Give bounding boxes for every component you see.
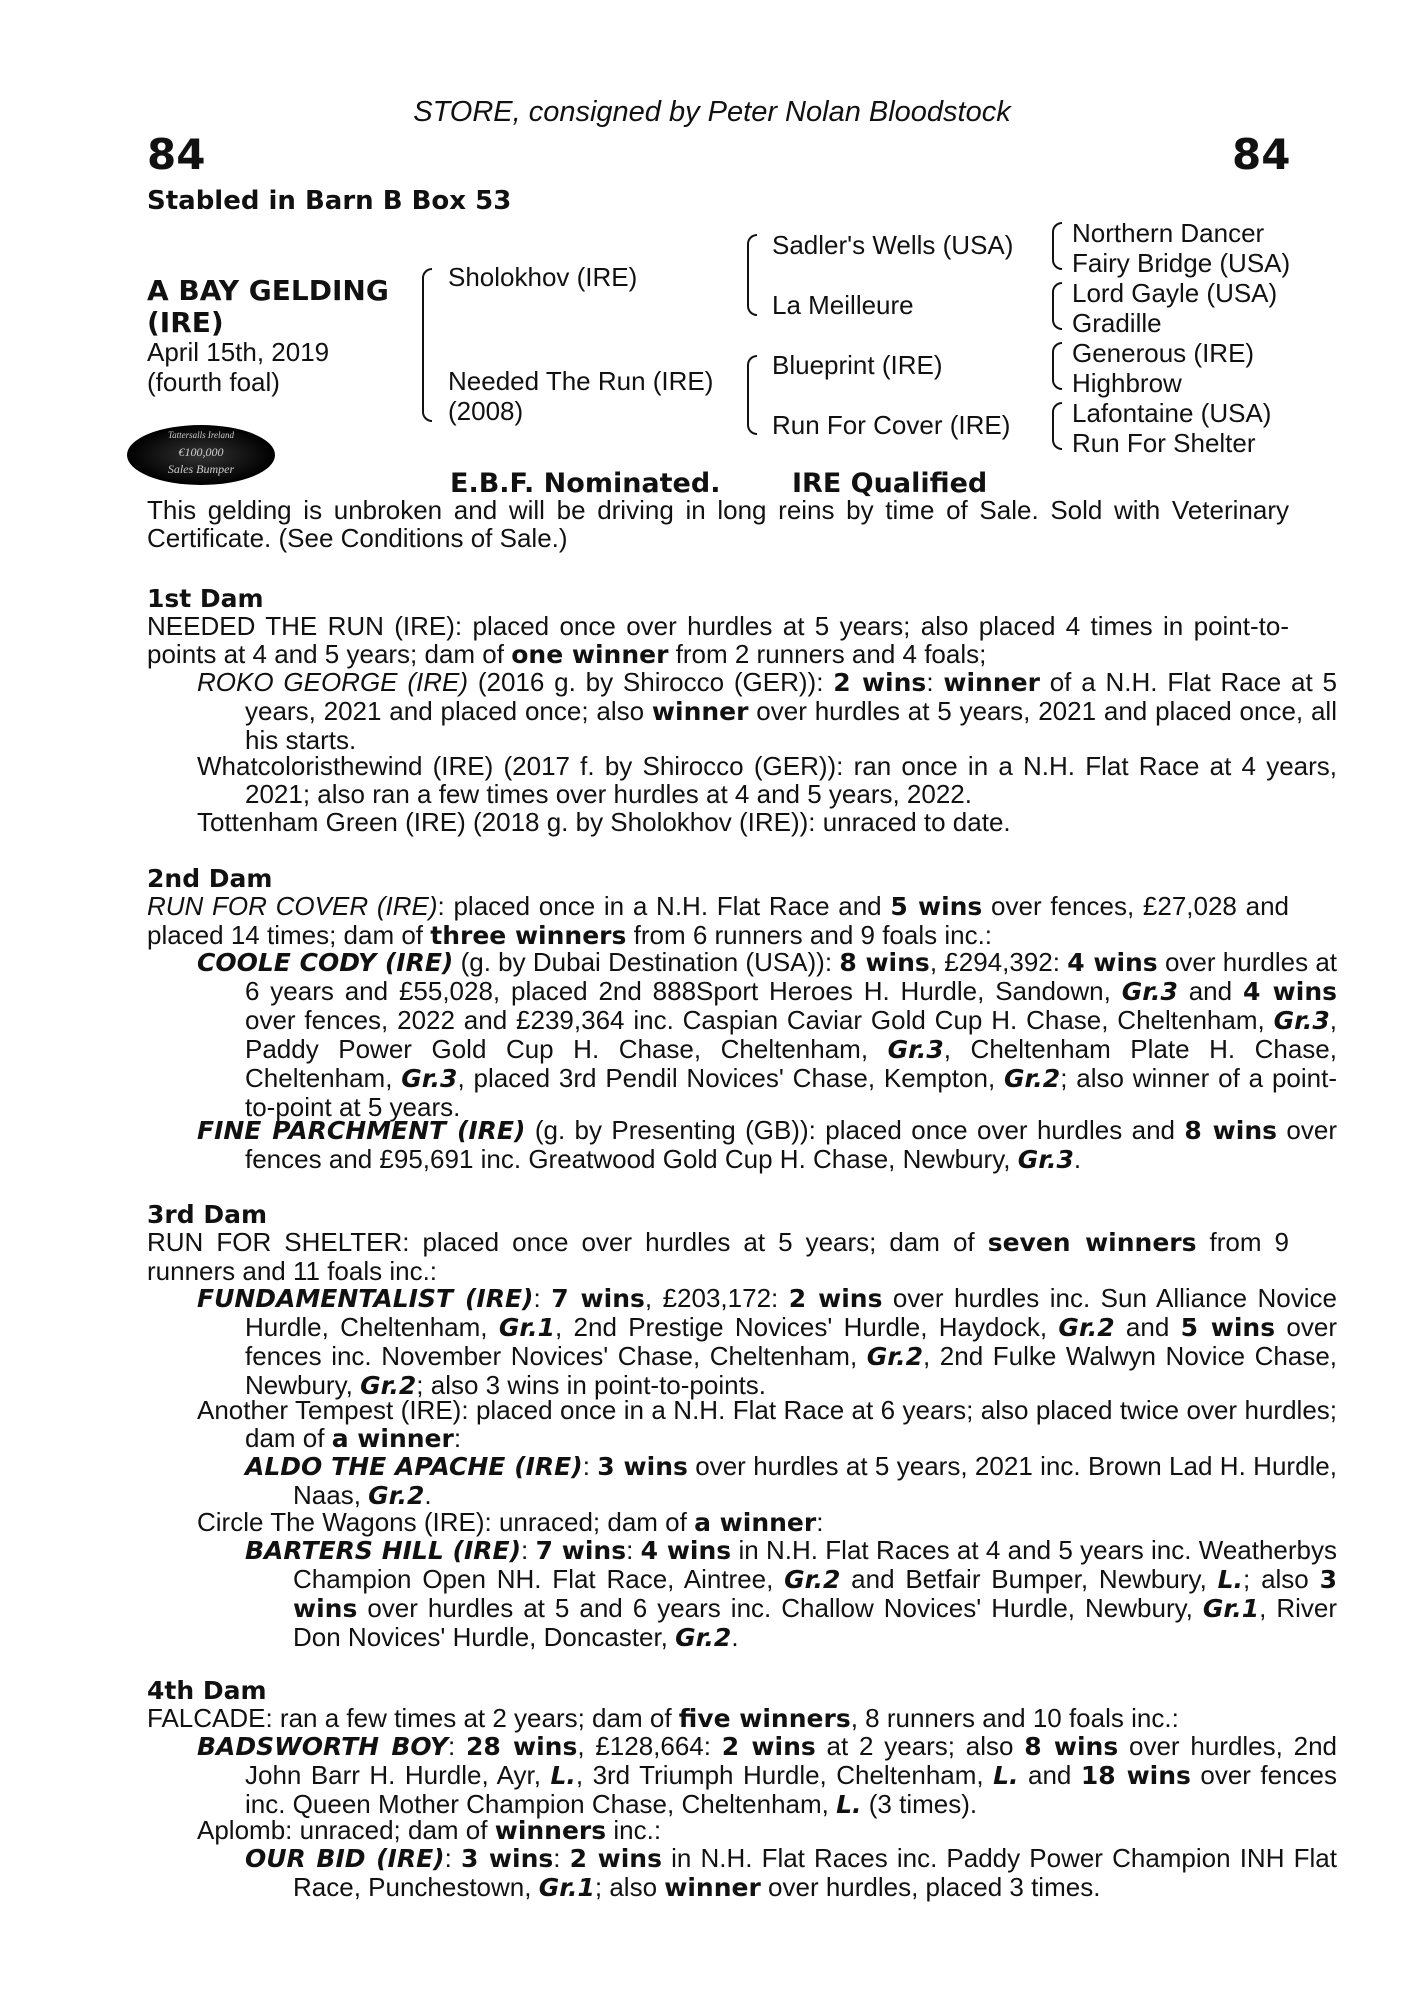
pedigree-g3-5: Generous (IRE) [1072,338,1255,368]
second-dam-heading: 2nd Dam [147,864,273,893]
fourth-dam-summary: FALCADE: ran a few times at 2 years; dam of five winners, 8 runners and 10 foals inc.: [147,1703,1179,1733]
pedigree-dam: Needed The Run (IRE) [448,366,714,396]
sale-notes: This gelding is unbroken and will be driving in long reins by time of Sale. Sold with Veterinary Certificate. (See Conditions of Sale.) [147,495,1289,553]
pedigree-sire-dam: La Meilleure [772,290,914,320]
fourth-dam-offspring-badsworth-boy: BADSWORTH BOY: 28 wins, £128,664: 2 wins at 2 years; also 8 wins over hurdles, 2nd John Barr H. Hurdle, Ayr, L., 3rd Triumph Hurdle, Cheltenham, L. and 18 wins over fences inc. Queen Mother Champion Chase, Cheltenham, L. (3 times). [197,1731,1338,1819]
third-dam-summary: RUN FOR SHELTER: placed once over hurdles at 5 years; dam of seven winners from 9 runners and 11 foals inc.: [147,1227,1289,1286]
first-dam-heading: 1st Dam [147,584,264,613]
lot-number-left: 84 [147,130,206,179]
fourth-dam-heading: 4th Dam [147,1676,267,1705]
second-dam-offspring-fine-parchment: FINE PARCHMENT (IRE) (g. by Presenting (GB)): placed once over hurdles and 8 wins over fences and £95,691 inc. Greatwood Gold Cup H. Chase, Newbury, Gr.3. [197,1115,1337,1174]
pedigree-g3-2: Fairy Bridge (USA) [1072,248,1291,278]
pedigree-g3-1: Northern Dancer [1072,218,1265,248]
fourth-dam-offspring-aplomb: Aplomb: unraced; dam of winners inc.: [197,1815,662,1845]
stabled-location: Stabled in Barn B Box 53 [147,186,512,216]
ebf-nominated: E.B.F. Nominated. [450,468,721,499]
lot-number-right: 84 [1232,130,1291,179]
sales-bumper-badge: Tattersalls Ireland €100,000 Sales Bumper [127,425,275,485]
consignor-line: STORE, consigned by Peter Nolan Bloodstock [413,96,1011,128]
horse-name: A BAY GELDING (IRE) [147,274,389,339]
pedigree-dam-sire: Blueprint (IRE) [772,350,943,380]
pedigree-sire: Sholokhov (IRE) [448,262,638,292]
pedigree-brace-g3-1 [1052,222,1062,270]
foaling-date: April 15th, 2019 [147,337,330,367]
pedigree-g3-8: Run For Shelter [1072,428,1256,458]
third-dam-offspring-fundamentalist: FUNDAMENTALIST (IRE): 7 wins, £203,172: 2 wins over hurdles inc. Sun Alliance Novice Hurdle, Cheltenham, Gr.1, 2nd Prestige Novices' Hurdle, Haydock, Gr.2 and 5 wins over fences inc. November Novices' Chase, Cheltenham, Gr.2, 2nd Fulke Walwyn Novice Chase, Newbury, Gr.2; also 3 wins in point-to-points. [197,1283,1338,1400]
pedigree-g3-3: Lord Gayle (USA) [1072,278,1278,308]
pedigree-g3-6: Highbrow [1072,368,1182,398]
fourth-dam-grandoffspring-our-bid: OUR BID (IRE): 3 wins: 2 wins in N.H. Flat Races inc. Paddy Power Champion INH Flat Race, Punchestown, Gr.1; also winner over hurdles, placed 3 times. [245,1843,1337,1902]
third-dam-grandoffspring-aldo: ALDO THE APACHE (IRE): 3 wins over hurdles at 5 years, 2021 inc. Brown Lad H. Hurdle, Naas, Gr.2. [245,1451,1337,1510]
pedigree-brace-dam [747,355,757,435]
first-dam-offspring-1: ROKO GEORGE (IRE) (2016 g. by Shirocco (GER)): 2 wins: winner of a N.H. Flat Race at 5 years, 2021 and placed once; also winner over hurdles at 5 years, 2021 and placed once, all his starts. [197,667,1337,755]
pedigree-g3-4: Gradille [1072,308,1162,338]
second-dam-summary: RUN FOR COVER (IRE): placed once in a N.H. Flat Race and 5 wins over fences, £27,028 and placed 14 times; dam of three winners from 6 runners and 9 foals inc.: [147,891,1289,950]
pedigree-brace-g3-3 [1052,342,1062,390]
third-dam-offspring-another-tempest: Another Tempest (IRE): placed once in a N.H. Flat Race at 6 years; also placed twice over hurdles; dam of a winner: [197,1395,1337,1453]
first-dam-offspring-3: Tottenham Green (IRE) (2018 g. by Sholokhov (IRE)): unraced to date. [197,807,1011,837]
second-dam-offspring-coole-cody: COOLE CODY (IRE) (g. by Dubai Destination (USA)): 8 wins, £294,392: 4 wins over hurdles at 6 years and £55,028, placed 2nd 888Sport Heroes H. Hurdle, Sandown, Gr.3 and 4 wins over fences, 2022 and £239,364 inc. Caspian Caviar Gold Cup H. Chase, Cheltenham, Gr.3, Paddy Power Gold Cup H. Chase, Cheltenham, Gr.3, Cheltenham Plate H. Chase, Cheltenham, Gr.3, placed 3rd Pendil Novices' Chase, Kempton, Gr.2; also winner of a point-to-point at 5 years. [197,947,1338,1122]
ire-qualified: IRE Qualified [792,468,988,499]
foal-order: (fourth foal) [147,367,280,397]
third-dam-grandoffspring-barters-hill: BARTERS HILL (IRE): 7 wins: 4 wins in N.H. Flat Races at 4 and 5 years inc. Weatherbys Champion Open NH. Flat Race, Aintree, Gr.2 and Betfair Bumper, Newbury, L.; also 3 wins over hurdles at 5 and 6 years inc. Challow Novices' Hurdle, Newbury, Gr.1, River Don Novices' Hurdle, Doncaster, Gr.2. [245,1535,1337,1652]
first-dam-summary: NEEDED THE RUN (IRE): placed once over hurdles at 5 years; also placed 4 times in point-to-points at 4 and 5 years; dam of one winner from 2 runners and 4 foals; [147,611,1289,669]
pedigree-g3-7: Lafontaine (USA) [1072,398,1272,428]
pedigree-brace-gen1 [422,268,432,422]
third-dam-heading: 3rd Dam [147,1200,267,1229]
pedigree-dam-dam: Run For Cover (IRE) [772,410,1011,440]
pedigree-brace-sire [747,234,757,316]
pedigree-brace-g3-4 [1052,402,1062,450]
pedigree-brace-g3-2 [1052,282,1062,330]
third-dam-offspring-circle-the-wagons: Circle The Wagons (IRE): unraced; dam of a winner: [197,1507,824,1537]
pedigree-dam-year: (2008) [448,396,524,426]
first-dam-offspring-2: Whatcoloristhewind (IRE) (2017 f. by Shirocco (GER)): ran once in a N.H. Flat Race at 4 years, 2021; also ran a few times over hurdles at 4 and 5 years, 2022. [197,751,1337,809]
pedigree-sire-sire: Sadler's Wells (USA) [772,230,1014,260]
